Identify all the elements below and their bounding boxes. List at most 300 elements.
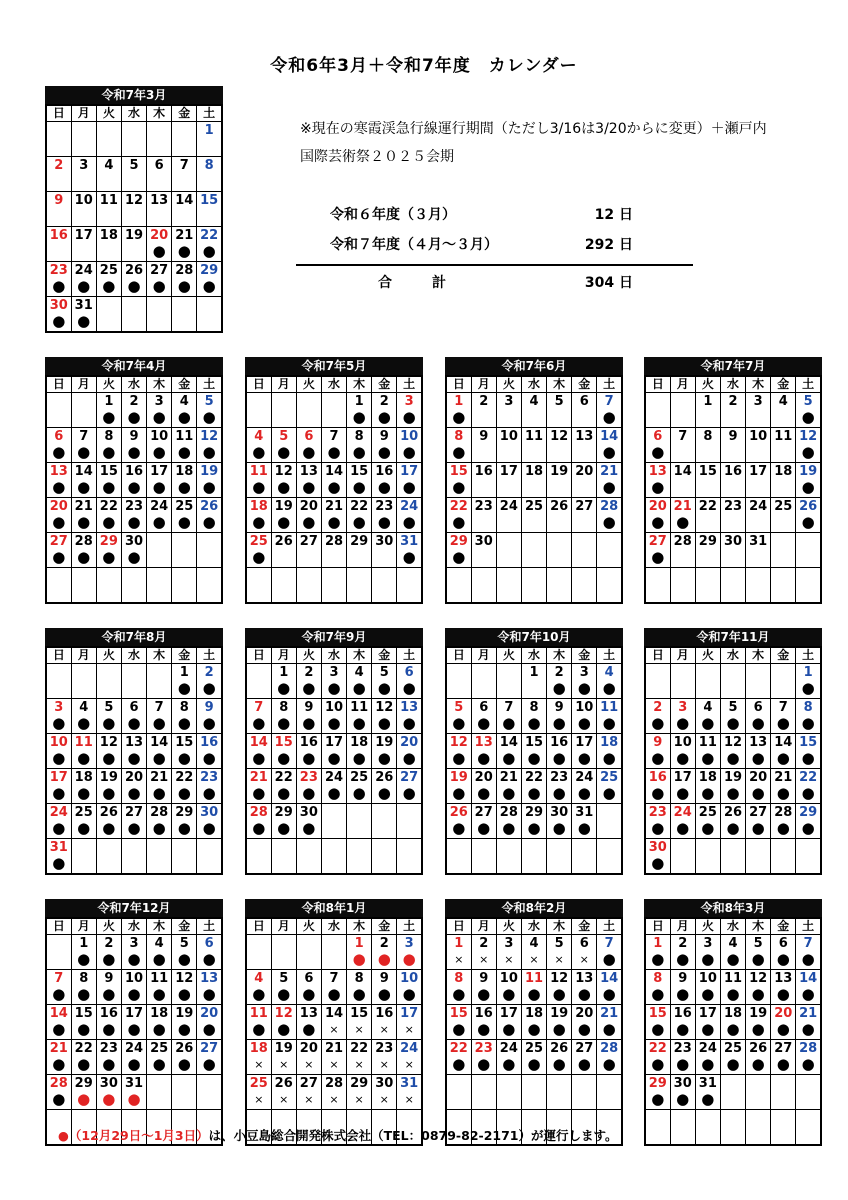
empty-day-cell	[71, 568, 96, 604]
day-number: 7	[778, 700, 788, 715]
day-number: 5	[279, 971, 289, 986]
day-cell	[597, 498, 622, 533]
calendar-grid	[245, 646, 423, 875]
day-cell	[96, 463, 121, 498]
empty-day-cell	[347, 804, 372, 839]
empty-day-cell	[197, 297, 222, 333]
day-cell	[46, 839, 71, 875]
day-cell	[496, 428, 521, 463]
day-cell	[197, 664, 222, 699]
day-number: 23	[673, 1041, 692, 1056]
day-cell	[147, 393, 172, 428]
day-number: 27	[49, 534, 68, 549]
service-dot: ●	[152, 1055, 166, 1073]
day-cell	[121, 1040, 146, 1075]
service-dot: ●	[327, 784, 341, 802]
week-row	[46, 1040, 222, 1075]
day-cell	[271, 804, 296, 839]
day-cell	[271, 428, 296, 463]
day-number: 26	[550, 499, 569, 514]
day-number: 26	[550, 1041, 569, 1056]
day-number: 16	[99, 1006, 118, 1021]
day-number: 30	[200, 805, 219, 820]
service-dot: ●	[252, 819, 266, 837]
service-dot: ●	[152, 478, 166, 496]
day-cell	[372, 428, 397, 463]
day-cell	[471, 769, 496, 804]
service-dot: ●	[202, 443, 216, 461]
service-dot: ●	[252, 714, 266, 732]
day-number: 11	[249, 464, 268, 479]
day-cell	[746, 463, 771, 498]
empty-day-cell	[197, 533, 222, 568]
day-cell	[96, 804, 121, 839]
weekday-header-row	[46, 376, 222, 393]
service-dot: ●	[701, 819, 715, 837]
day-number: 17	[400, 1006, 419, 1021]
week-row	[246, 935, 422, 970]
day-cell	[547, 428, 572, 463]
day-cell	[496, 769, 521, 804]
day-cell	[296, 463, 321, 498]
day-cell	[397, 935, 422, 970]
day-cell	[321, 769, 346, 804]
day-number: 7	[79, 429, 89, 444]
day-cell	[597, 664, 622, 699]
service-dot: ●	[102, 1020, 116, 1038]
week-row	[46, 498, 222, 533]
week-row	[246, 1005, 422, 1040]
day-number: 6	[129, 700, 139, 715]
day-cell	[446, 463, 471, 498]
day-number: 19	[749, 1006, 768, 1021]
weekday-header-row	[246, 918, 422, 935]
week-row	[46, 734, 222, 769]
empty-mark	[497, 410, 521, 425]
day-number: 16	[550, 735, 569, 750]
week-row	[46, 227, 222, 262]
day-number: 7	[329, 429, 339, 444]
day-number: 15	[799, 735, 818, 750]
weekday-label: 日	[246, 376, 271, 393]
red-service-dot: ●	[77, 1090, 91, 1108]
day-cell	[321, 1075, 346, 1110]
service-dot: ●	[102, 950, 116, 968]
day-number: 11	[774, 429, 793, 444]
summary-total-label: 合計	[378, 275, 486, 291]
service-dot: ●	[102, 548, 116, 566]
day-cell	[547, 393, 572, 428]
day-number: 17	[698, 1006, 717, 1021]
day-cell	[496, 463, 521, 498]
service-dot: ●	[52, 1020, 66, 1038]
service-dot: ●	[801, 513, 815, 531]
weekday-label: 月	[670, 918, 695, 935]
day-cell	[471, 393, 496, 428]
day-number: 19	[375, 735, 394, 750]
service-dot: ●	[302, 749, 316, 767]
service-dot: ●	[102, 784, 116, 802]
day-cell	[147, 804, 172, 839]
day-number: 9	[479, 971, 489, 986]
weekday-label: 火	[296, 647, 321, 664]
day-number: 8	[703, 429, 713, 444]
day-cell	[397, 769, 422, 804]
service-dot: ●	[302, 443, 316, 461]
day-number: 11	[698, 735, 717, 750]
day-cell	[321, 699, 346, 734]
day-number: 19	[723, 770, 743, 785]
day-cell	[521, 734, 546, 769]
service-dot: ●	[252, 1020, 266, 1038]
service-dot: ●	[152, 819, 166, 837]
day-cell	[147, 1005, 172, 1040]
service-dot: ●	[102, 985, 116, 1003]
empty-mark	[547, 515, 571, 530]
day-cell	[446, 1040, 471, 1075]
day-cell	[121, 804, 146, 839]
day-cell	[147, 1040, 172, 1075]
calendar-month	[644, 357, 822, 604]
day-cell	[197, 699, 222, 734]
service-dot: ●	[52, 548, 66, 566]
day-cell	[96, 1040, 121, 1075]
weekday-label: 木	[147, 918, 172, 935]
week-row	[645, 839, 821, 875]
service-dot: ●	[402, 679, 416, 697]
service-dot: ●	[377, 749, 391, 767]
service-dot: ●	[327, 443, 341, 461]
day-number: 27	[749, 805, 768, 820]
service-dot: ●	[102, 513, 116, 531]
day-cell	[746, 769, 771, 804]
day-cell	[720, 428, 745, 463]
empty-day-cell	[197, 568, 222, 604]
weekday-label: 木	[746, 647, 771, 664]
weekday-label: 水	[720, 647, 745, 664]
days-summary	[296, 200, 693, 298]
day-number: 28	[249, 805, 268, 820]
day-cell	[197, 463, 222, 498]
day-cell	[746, 734, 771, 769]
service-dot: ●	[676, 950, 690, 968]
empty-mark	[172, 174, 196, 189]
service-dot: ●	[701, 1090, 715, 1108]
day-number: 19	[175, 1006, 194, 1021]
day-cell	[670, 734, 695, 769]
service-dot: ●	[352, 679, 366, 697]
weekday-label: 火	[496, 647, 521, 664]
day-cell	[670, 1040, 695, 1075]
service-dot: ●	[277, 749, 291, 767]
weekday-header-row	[446, 376, 622, 393]
day-cell	[71, 533, 96, 568]
day-cell	[397, 428, 422, 463]
day-number: 25	[524, 1041, 544, 1056]
service-dot: ●	[502, 784, 516, 802]
weekday-label: 土	[197, 105, 222, 122]
week-row	[46, 699, 222, 734]
day-number: 24	[49, 805, 68, 820]
day-cell	[121, 970, 146, 1005]
service-dot: ●	[676, 513, 690, 531]
calendar-grid	[45, 104, 223, 333]
day-cell	[496, 734, 521, 769]
day-cell	[121, 393, 146, 428]
day-cell	[96, 699, 121, 734]
weekday-label: 月	[71, 918, 96, 935]
service-dot: ●	[801, 749, 815, 767]
day-cell	[347, 428, 372, 463]
day-cell	[597, 935, 622, 970]
week-row	[446, 568, 622, 604]
day-number: 6	[579, 394, 589, 409]
weekday-label: 土	[796, 376, 821, 393]
day-number: 5	[454, 700, 464, 715]
service-dot: ●	[751, 819, 765, 837]
service-dot: ●	[127, 277, 141, 295]
weekday-label: 日	[246, 918, 271, 935]
empty-day-cell	[572, 533, 597, 568]
empty-day-cell	[397, 839, 422, 875]
day-number: 16	[49, 228, 68, 243]
day-cell	[720, 498, 745, 533]
empty-day-cell	[547, 568, 572, 604]
day-number: 27	[648, 534, 667, 549]
service-dot: ●	[327, 513, 341, 531]
empty-day-cell	[496, 533, 521, 568]
service-dot: ●	[177, 478, 191, 496]
no-service-mark: ×	[354, 1023, 364, 1036]
service-dot: ●	[177, 443, 191, 461]
service-dot: ●	[701, 1055, 715, 1073]
no-service-mark: ×	[379, 1093, 389, 1106]
day-number: 15	[698, 464, 717, 479]
empty-day-cell	[147, 122, 172, 157]
day-number: 17	[749, 464, 768, 479]
day-number: 1	[703, 394, 713, 409]
day-cell	[446, 1005, 471, 1040]
day-number: 24	[499, 1041, 518, 1056]
empty-mark	[72, 209, 96, 224]
service-dot: ●	[102, 277, 116, 295]
service-dot: ●	[552, 679, 566, 697]
day-cell	[720, 970, 745, 1005]
day-number: 21	[499, 770, 518, 785]
day-cell	[46, 1040, 71, 1075]
service-dot: ●	[676, 1020, 690, 1038]
service-dot: ●	[676, 749, 690, 767]
day-number: 8	[79, 971, 89, 986]
service-dot: ●	[202, 679, 216, 697]
day-cell	[296, 498, 321, 533]
day-number: 10	[74, 193, 93, 208]
day-number: 23	[124, 499, 144, 514]
service-dot: ●	[676, 1090, 690, 1108]
day-number: 13	[575, 971, 594, 986]
weekday-label: 金	[172, 105, 197, 122]
service-dot: ●	[327, 985, 341, 1003]
day-cell	[96, 533, 121, 568]
empty-day-cell	[446, 1075, 471, 1110]
day-number: 15	[200, 193, 219, 208]
week-row	[645, 699, 821, 734]
empty-day-cell	[771, 1110, 796, 1146]
day-cell	[296, 970, 321, 1005]
day-number: 22	[449, 1041, 468, 1056]
empty-day-cell	[96, 568, 121, 604]
empty-day-cell	[246, 935, 271, 970]
day-cell	[246, 1075, 271, 1110]
day-cell	[547, 769, 572, 804]
day-cell	[121, 1005, 146, 1040]
day-cell	[796, 1040, 821, 1075]
day-number: 12	[723, 735, 743, 750]
day-number: 9	[129, 429, 139, 444]
day-number: 27	[200, 1041, 219, 1056]
calendar-month-title: 令和7年3月	[45, 86, 223, 104]
day-cell	[296, 699, 321, 734]
service-dot: ●	[651, 513, 665, 531]
weekday-header-row	[446, 647, 622, 664]
empty-mark	[322, 550, 346, 565]
empty-day-cell	[471, 568, 496, 604]
service-dot: ●	[252, 784, 266, 802]
day-cell	[172, 935, 197, 970]
week-row	[645, 804, 821, 839]
service-dot: ●	[77, 1055, 91, 1073]
service-dot: ●	[177, 819, 191, 837]
day-number: 18	[723, 1006, 743, 1021]
day-number: 16	[299, 735, 318, 750]
day-cell	[96, 227, 121, 262]
service-dot: ●	[402, 985, 416, 1003]
weekday-header-row	[645, 918, 821, 935]
week-row	[446, 769, 622, 804]
empty-day-cell	[147, 568, 172, 604]
day-number: 2	[479, 936, 489, 951]
week-row	[446, 664, 622, 699]
day-number: 21	[175, 228, 194, 243]
service-dot: ●	[577, 679, 591, 697]
day-number: 22	[524, 770, 544, 785]
day-cell	[197, 935, 222, 970]
day-cell	[695, 1040, 720, 1075]
day-cell	[172, 498, 197, 533]
day-cell	[147, 699, 172, 734]
day-cell	[372, 935, 397, 970]
calendar-grid	[445, 917, 623, 1146]
day-cell	[446, 935, 471, 970]
day-cell	[197, 157, 222, 192]
empty-day-cell	[771, 568, 796, 604]
day-cell	[670, 970, 695, 1005]
empty-day-cell	[771, 533, 796, 568]
day-cell	[197, 122, 222, 157]
day-number: 2	[104, 936, 114, 951]
service-dot: ●	[477, 1020, 491, 1038]
empty-day-cell	[771, 839, 796, 875]
day-number: 28	[499, 805, 518, 820]
day-cell	[796, 970, 821, 1005]
day-cell	[347, 463, 372, 498]
day-cell	[771, 935, 796, 970]
day-number: 5	[728, 700, 738, 715]
week-row	[246, 769, 422, 804]
day-cell	[271, 769, 296, 804]
service-dot: ●	[527, 1055, 541, 1073]
day-cell	[372, 1005, 397, 1040]
day-number: 29	[648, 1076, 667, 1091]
day-cell	[197, 970, 222, 1005]
day-cell	[172, 1040, 197, 1075]
week-row	[46, 839, 222, 875]
calendar-month-title: 令和7年8月	[45, 628, 223, 646]
day-cell	[496, 1005, 521, 1040]
day-cell	[597, 734, 622, 769]
day-cell	[695, 1005, 720, 1040]
day-cell	[96, 157, 121, 192]
empty-day-cell	[471, 664, 496, 699]
week-row	[446, 1005, 622, 1040]
day-cell	[645, 1075, 670, 1110]
day-number: 13	[49, 464, 68, 479]
service-dot: ●	[177, 784, 191, 802]
day-number: 24	[698, 1041, 717, 1056]
day-cell	[471, 970, 496, 1005]
weekday-label: 水	[121, 647, 146, 664]
weekday-label: 水	[321, 647, 346, 664]
service-dot: ●	[676, 985, 690, 1003]
service-dot: ●	[527, 819, 541, 837]
empty-mark	[472, 515, 496, 530]
service-dot: ●	[127, 784, 141, 802]
service-dot: ●	[577, 1055, 591, 1073]
service-dot: ●	[302, 513, 316, 531]
day-number: 19	[99, 770, 118, 785]
day-cell	[96, 1075, 121, 1110]
empty-day-cell	[121, 839, 146, 875]
service-dot: ●	[252, 443, 266, 461]
day-number: 14	[175, 193, 194, 208]
day-cell	[547, 664, 572, 699]
service-dot: ●	[452, 443, 466, 461]
day-cell	[446, 734, 471, 769]
day-cell	[645, 769, 670, 804]
day-cell	[347, 699, 372, 734]
day-cell	[645, 1005, 670, 1040]
calendar-month	[45, 86, 223, 333]
day-cell	[572, 463, 597, 498]
day-number: 10	[673, 735, 692, 750]
day-number: 16	[124, 464, 144, 479]
day-number: 11	[150, 971, 169, 986]
service-dot: ●	[477, 784, 491, 802]
service-dot: ●	[302, 985, 316, 1003]
empty-mark	[547, 410, 571, 425]
week-row	[645, 1005, 821, 1040]
day-cell	[471, 498, 496, 533]
day-number: 1	[354, 936, 364, 951]
empty-day-cell	[321, 568, 346, 604]
day-cell	[246, 769, 271, 804]
day-cell	[71, 1005, 96, 1040]
service-dot: ●	[577, 714, 591, 732]
day-cell	[347, 393, 372, 428]
day-number: 21	[324, 499, 344, 514]
day-number: 23	[550, 770, 569, 785]
week-row	[446, 935, 622, 970]
